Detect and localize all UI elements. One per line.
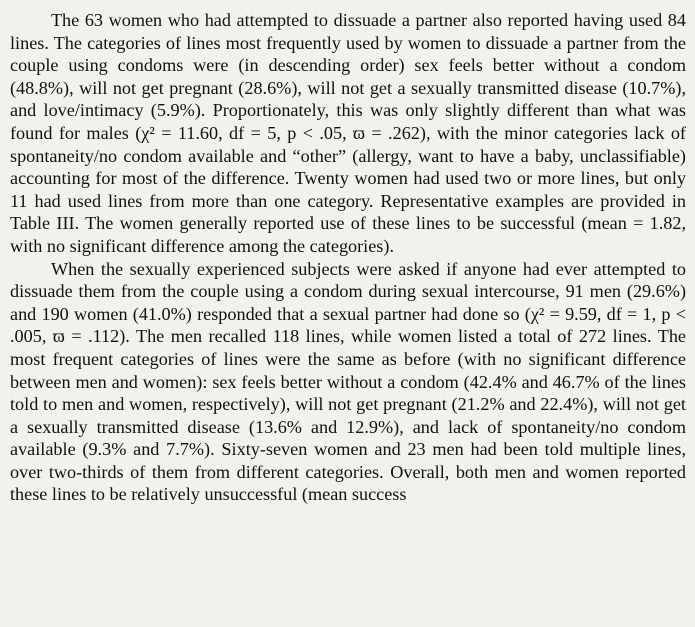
body-paragraph-1: The 63 women who had attempted to dissuade a partner also reported having used 84 lines. The categories of lines most frequently used by women to dissuade a partner from the couple using condoms were (in descending order) sex feels better without a condom (48.8%), will not get pregnant (28.6%), will not get a sexually transmitted disease (10.7%), and love/intimacy (5.9%). Proportionately, this was only slightly different than what was found for males (χ² = 11.60, df = 5, p < .05, ϖ = .262), with the minor categories lack of spontaneity/no condom available and “other” (allergy, want to have a baby, unclassifiable) accounting for most of the difference. Twenty women had used two or more lines, but only 11 had used lines from more than one category. Representative examples are provided in Table III. The women generally reported use of these lines to be successful (mean = 1.82, with no significant difference among the categories). — [10, 10, 686, 256]
body-paragraph-2: When the sexually experienced subjects were asked if anyone had ever attempted to dissuade them from the couple using a condom during sexual intercourse, 91 men (29.6%) and 190 women (41.0%) responded that a sexual partner had done so (χ² = 9.59, df = 1, p < .005, ϖ = .112). The men recalled 118 lines, while women listed a total of 272 lines. The most frequent categories of lines were the same as before (with no significant difference between men and women): sex feels better without a condom (42.4% and 46.7% of the lines told to men and women, respectively), will not get pregnant (21.2% and 22.4%), will not get a sexually transmitted disease (13.6% and 12.9%), and lack of spontaneity/no condom available (9.3% and 7.7%). Sixty-seven women and 23 men had been told multiple lines, over two-thirds of them from different categories. Overall, both men and women reported these lines to be relatively unsuccessful (mean success — [10, 258, 686, 505]
